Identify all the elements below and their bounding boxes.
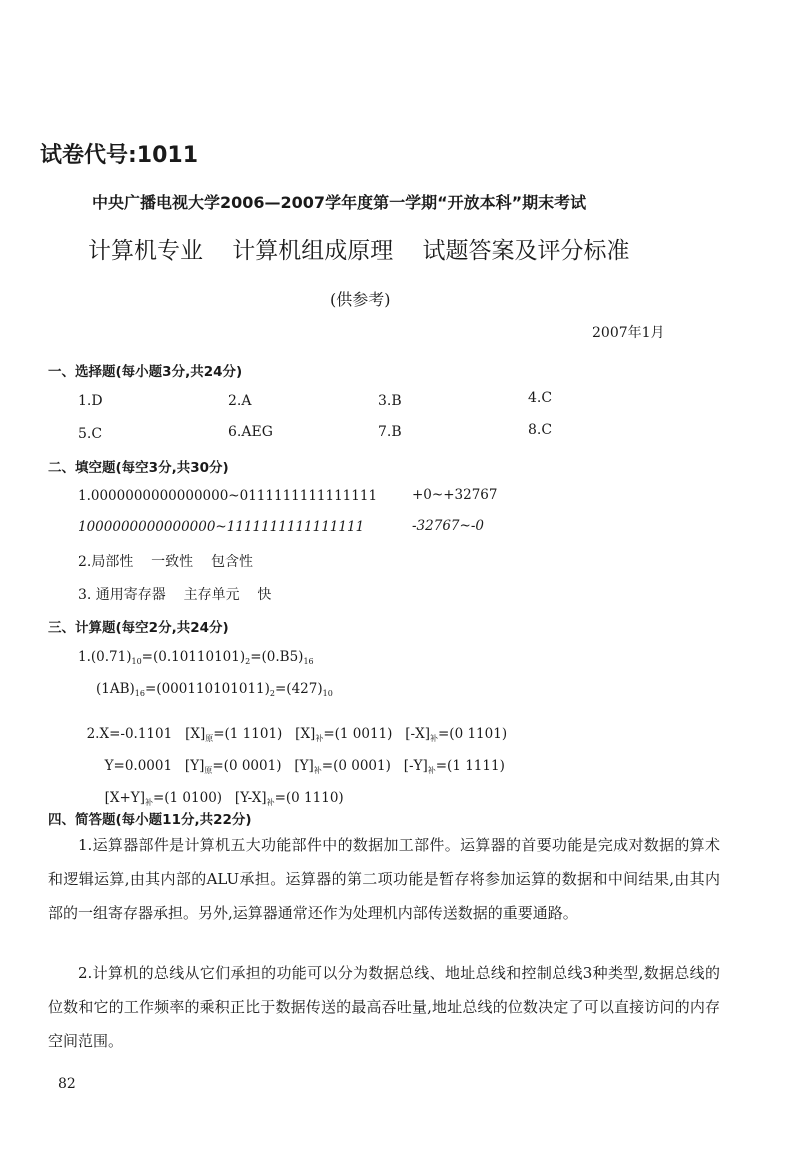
fill-q2: 2.局部性 一致性 包含性: [78, 554, 253, 570]
answer-8: 8.C: [528, 422, 553, 438]
answer-2: 2.A: [228, 393, 252, 409]
fill-q1-range-negative: 1000000000000000~1111111111111111: [78, 519, 365, 535]
paper-code: 试卷代号:1011: [40, 143, 199, 168]
calc-line-1: $1.(0.71)_{10}=(0.10110101)_2=(0.B5)_{16}$: [78, 649, 314, 666]
fill-q1-decimal-negative: -32767~-0: [412, 518, 484, 534]
section4-title: 四、简答题(每小题11分,共22分): [48, 812, 252, 828]
section3-title: 三、计算题(每空2分,共24分): [48, 620, 229, 636]
fill-q1-range-positive: 1.0000000000000000~0111111111111111: [78, 488, 378, 504]
short-answer-1: 1.运算器部件是计算机五大功能部件中的数据加工部件。运算器的首要功能是完成对数据的算术和逻辑运算,由其内部的ALU承担。运算器的第二项功能是暂存将参加运算的数据和中间结果,由其内部的一组寄存器承担。另外,运算器通常还作为处理机内部传送数据的重要通路。: [48, 836, 720, 922]
page-number: 82: [58, 1076, 76, 1092]
calc-line-2: $(1AB)_{16}=(000110101011)_2=(427)_{10}$: [96, 681, 333, 698]
answer-5: 5.C: [78, 426, 103, 442]
section2-title: 二、填空题(每空3分,共30分): [48, 460, 229, 476]
answer-7: 7.B: [378, 424, 402, 440]
subject-title: 计算机专业 计算机组成原理 试题答案及评分标准: [88, 238, 630, 264]
answer-6: 6.AEG: [228, 424, 273, 440]
exam-title: 中央广播电视大学2006—2007学年度第一学期“开放本科”期末考试: [92, 193, 587, 212]
calc-line-3: 2.X=-0.1101 $[X]_原=(1$ 1101) $[X]_补=(1$ 0011) $[-X]_补=(0$ 1101): [86, 726, 508, 743]
answer-1: 1.D: [78, 393, 103, 409]
short-answer-2: 2.计算机的总线从它们承担的功能可以分为数据总线、地址总线和控制总线3种类型,数据总线的位数和它的工作频率的乘积正比于数据传送的最高吞吐量,地址总线的位数决定了可以直接访问的内存空间范围。: [48, 964, 720, 1050]
calc-line-5: $[X+Y]_补=(1$ 0100) $[Y-X]_补=(0$ 1110): [104, 790, 344, 807]
fill-q1-decimal-positive: +0~+32767: [412, 487, 498, 503]
reference-note: (供参考): [330, 290, 391, 309]
calc-line-4: Y=0.0001 $[Y]_原=(0$ 0001) $[Y]_补=(0$ 0001) $[-Y]_补=(1$ 1111): [104, 758, 505, 775]
exam-date: 2007年1月: [592, 325, 665, 341]
fill-q3: 3. 通用寄存器 主存单元 快: [78, 587, 272, 603]
answer-3: 3.B: [378, 393, 402, 409]
section1-title: 一、选择题(每小题3分,共24分): [48, 364, 243, 380]
answer-4: 4.C: [528, 390, 553, 406]
